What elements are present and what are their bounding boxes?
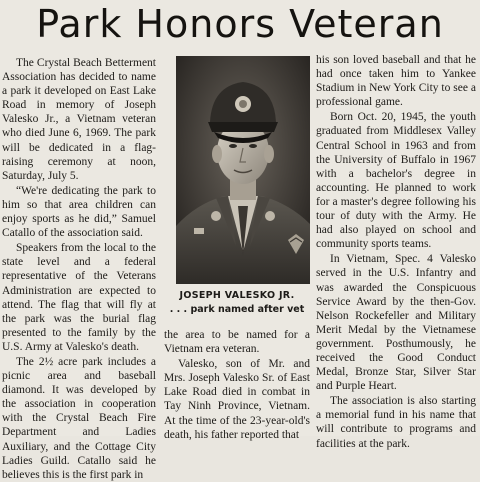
paragraph: Speakers from the local to the state level and a federal representative of the Veterans Administration are expected to attend. The flag that will fly at the park was the burial flag presented to the family by the U.S. Army at Valesko's death. <box>2 242 156 353</box>
headline: Park Honors Veteran <box>36 2 444 46</box>
paragraph: the area to be named for a Vietnam era veteran. <box>164 329 310 356</box>
article-column-left <box>2 56 156 481</box>
photo-caption-subtitle: . . . park named after vet <box>169 304 305 315</box>
paragraph: Born Oct. 20, 1945, the youth graduated from Middlesex Valley Central School in 1963 and from the University of Buffalo in 1967 with a bachelor's degree in accounting. He planned to work for a master's degree following his tour of duty with the Army. He had also played on school and community sports teams. <box>316 111 476 251</box>
article-column-middle <box>164 328 310 441</box>
portrait-photo <box>176 56 310 284</box>
paragraph: Valesko, son of Mr. and Mrs. Joseph Valesko Sr. of East Lake Road died in combat in Tay Ninh Province, Vietnam. At the time of the 23-year-old's death, his father reported that <box>164 358 310 441</box>
paragraph: “We're dedicating the park to him so that area children can enjoy sports as he did,” Samuel Catallo of the association said. <box>2 184 156 240</box>
paragraph: In Vietnam, Spec. 4 Valesko served in the U.S. Infantry and was awarded the Conspicuous Service Award by the then-Gov. Nelson Rockefeller and Military Merit Medal by the Vietnamese government. Posthumously, he received the Good Conduct Medal, Bronze Star, Silver Star and Purple Heart. <box>316 253 476 393</box>
article-column-right <box>316 53 476 450</box>
paragraph: his son loved baseball and that he had once taken him to Yankee Stadium in New York City to see a professional game. <box>316 54 476 109</box>
soldier-portrait-image <box>176 56 310 284</box>
paragraph: The 2½ acre park includes a picnic area and baseball diamond. It was developed by the association in cooperation with the Crystal Beach Fire Department and Ladies Auxiliary, and the Cottage City Ladies Guild. Catallo said he believes this is the first park in <box>2 355 156 481</box>
paragraph: The association is also starting a memorial fund in his name that will contribute to programs and facilities at the park. <box>316 395 476 450</box>
paragraph: The Crystal Beach Betterment Association has decided to name a park it developed on East Lake Road in memory of Joseph Valesko Jr., a Vietnam veteran who died June 6, 1969. The park will be dedicated in a flag-raising ceremony at noon, Saturday, July 5. <box>2 57 156 182</box>
photo-caption-name: JOSEPH VALESKO JR. <box>179 290 295 301</box>
